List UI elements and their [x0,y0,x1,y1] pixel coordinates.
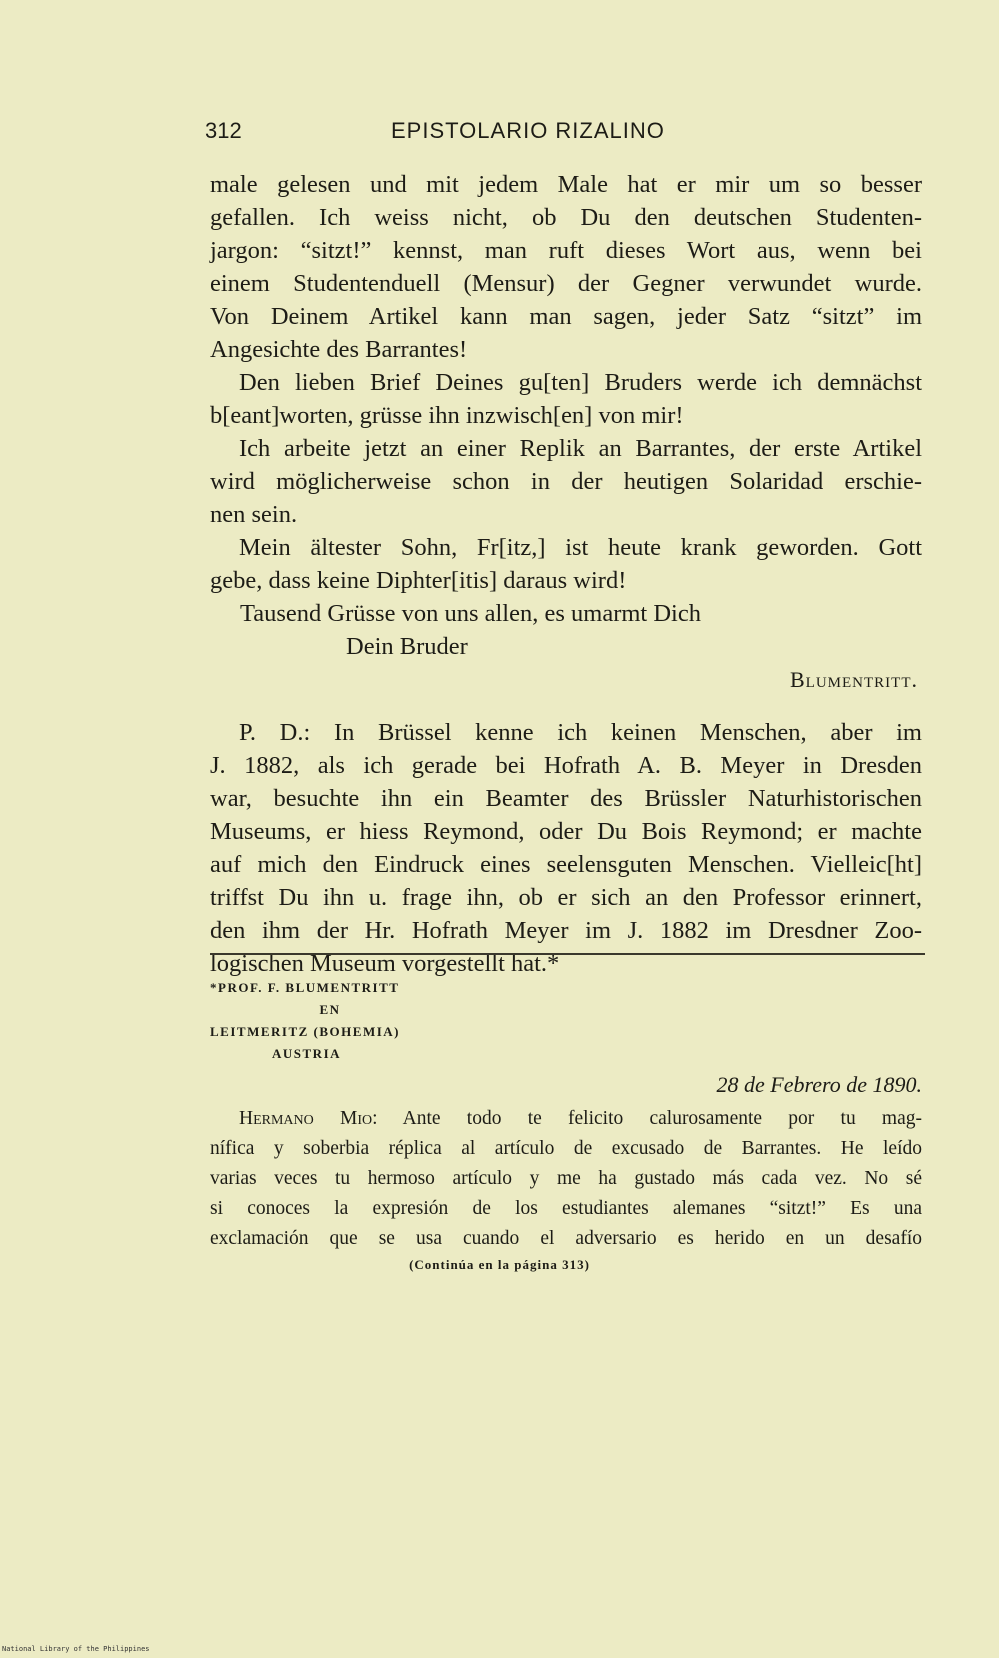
text-line: Mein ältester Sohn, Fr[itz,] ist heute krank geworden. Gott [239,534,922,561]
closing-line: Dein Bruder [346,633,468,660]
text-line: Ich arbeite jetzt an einer Replik an Barrantes, der erste Artikel [239,435,922,462]
letter-date: 28 de Febrero de 1890. [716,1072,922,1097]
text-line: nífica y soberbia réplica al artículo de excusado de Barrantes. He leído [210,1138,922,1159]
text-line: gebe, dass keine Diphter[itis] daraus wird! [210,567,627,594]
text-line: b[eant]worten, grüsse ihn inzwisch[en] von mir! [210,402,684,429]
spanish-letter [210,1104,922,1254]
postscript-line: P. D.: In Brüssel kenne ich keinen Menschen, aber im [239,719,922,746]
text-line: exclamación que se usa cuando el adversario es herido en un desafío [210,1228,922,1249]
postscript-line: Museums, er hiess Reymond, oder Du Bois Reymond; er machte [210,818,922,845]
postscript-line: den ihm der Hr. Hofrath Meyer im J. 1882 im Dresdner Zoo- [210,917,922,944]
text-line: einem Studentenduell (Mensur) der Gegner verwundet wurde. [210,270,922,297]
postscript-line: triffst Du ihn u. frage ihn, ob er sich an den Professor erinnert, [210,884,922,911]
running-title: EPISTOLARIO RIZALINO [391,118,665,143]
library-credit: National Library of the Philippines [2,1645,150,1653]
postscript-line: logischen Museum vorgestellt hat.* [210,950,560,977]
text-line: si conoces la expresión de los estudiantes alemanes “sitzt!” Es una [210,1198,922,1219]
text-line: jargon: “sitzt!” kennst, man ruft dieses Wort aus, wenn bei [210,237,922,264]
address-line: EN [319,1002,341,1017]
greeting: Hermano Mio: [239,1108,378,1129]
section-divider [210,953,925,955]
address-line: AUSTRIA [272,1046,342,1061]
text-line: varias veces tu hermoso artículo y me ha gustado más cada vez. No sé [210,1168,922,1189]
text-line: Angesichte des Barrantes! [210,336,468,363]
address-line: LEITMERITZ (BOHEMIA) [210,1024,400,1039]
signature: Blumentritt. [790,667,918,692]
postscript-line: war, besuchte ihn ein Beamter des Brüssler Naturhistorischen [210,785,922,812]
address-block [210,977,450,1065]
text-line: Von Deinem Artikel kann man sagen, jeder Satz “sitzt” im [210,303,922,330]
continuation-note: (Continúa en la página 313) [409,1257,590,1272]
text-line: Den lieben Brief Deines gu[ten] Bruders werde ich demnächst [239,369,922,396]
page-header [205,118,925,148]
text-line: male gelesen und mit jedem Male hat er mir um so besser [210,171,922,198]
page-number: 312 [205,118,242,143]
postscript-line: auf mich den Eindruck eines seelensguten Menschen. Vielleic[ht] [210,851,922,878]
greeting-rest: Ante todo te felicito calurosamente por tu mag- [377,1108,922,1129]
postscript-line: J. 1882, als ich gerade bei Hofrath A. B. Meyer in Dresden [210,752,922,779]
closing-line: Tausend Grüsse von uns allen, es umarmt Dich [240,600,701,627]
text-line [210,1104,922,1134]
text-line: wird möglicherweise schon in der heutigen Solaridad erschie- [210,468,922,495]
german-letter [210,168,922,980]
text-line: nen sein. [210,501,298,528]
text-line: gefallen. Ich weiss nicht, ob Du den deutschen Studenten- [210,204,922,231]
address-line: *PROF. F. BLUMENTRITT [210,980,400,995]
